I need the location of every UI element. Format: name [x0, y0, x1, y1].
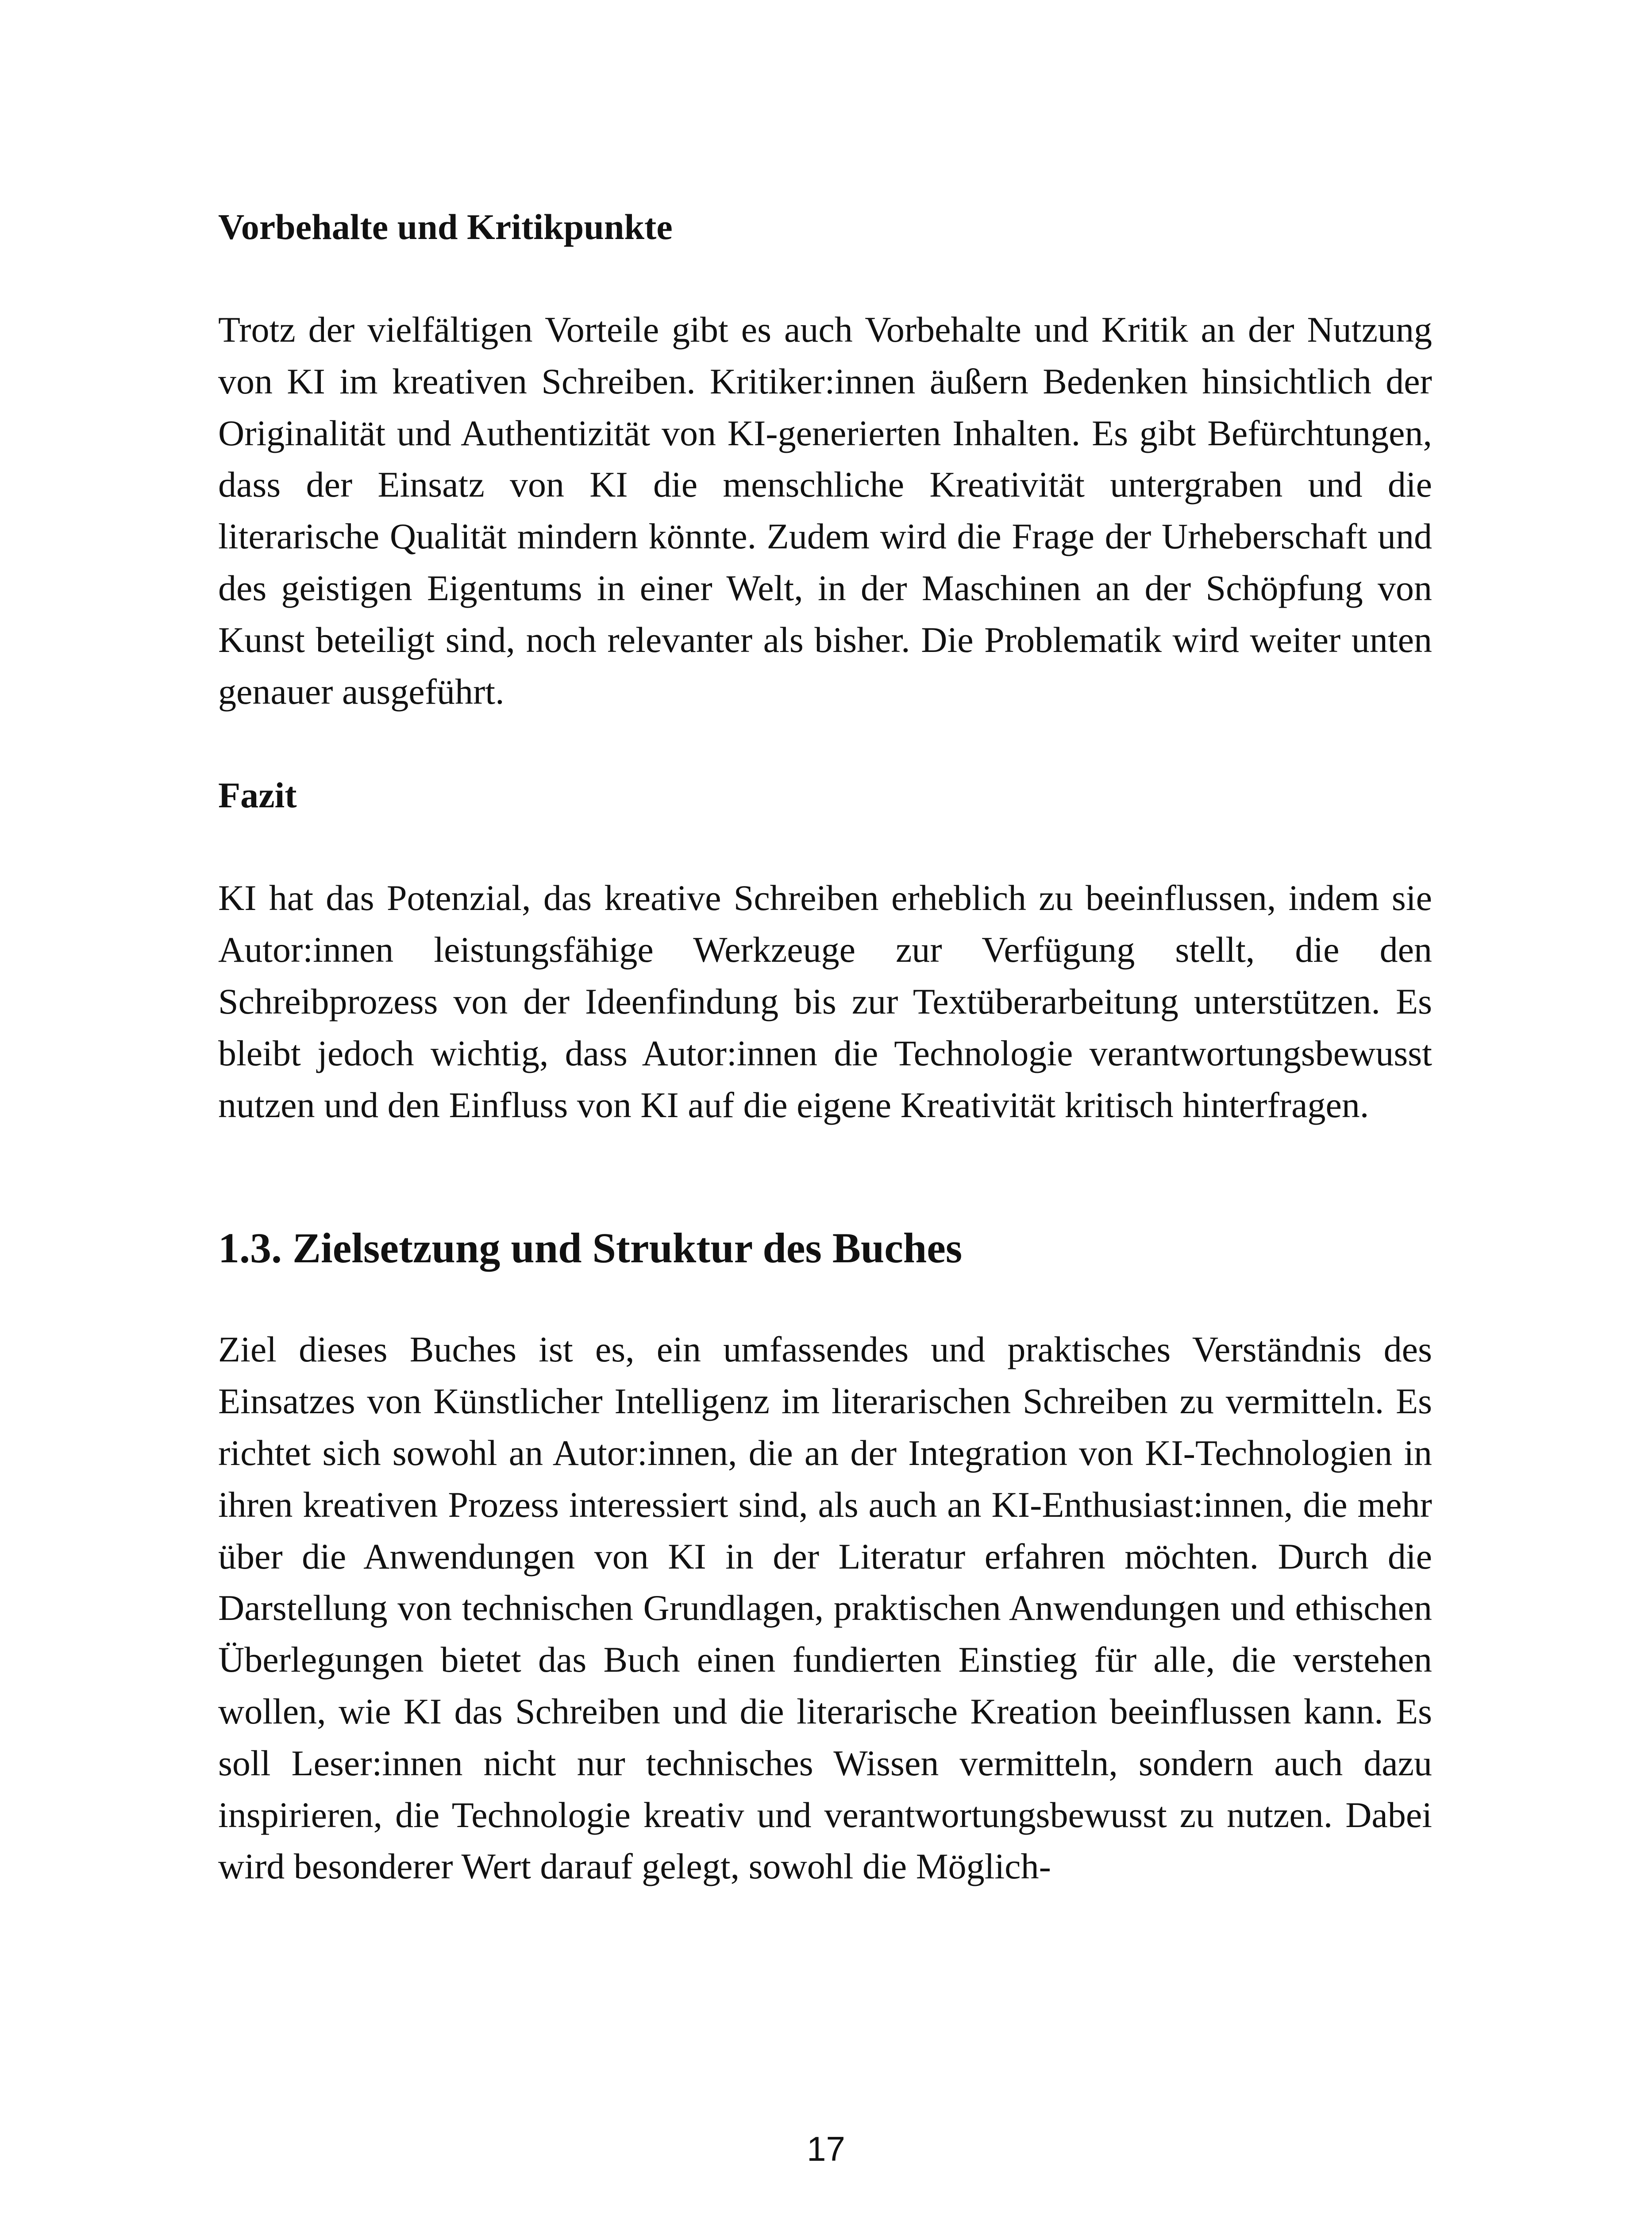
text-column: [218, 201, 1432, 1893]
paragraph-conclusion: KI hat das Potenzial, das kreative Schreiben erheblich zu beeinflussen, indem sie Autor:innen leistungsfähige Werkzeuge zur Verfügung stellt, die den Schreibprozess von der Ideenfindung bis zur Textüberarbeitung unterstützen. Es bleibt jedoch wichtig, dass Autor:innen die Technologie verantwortungsbewusst nutzen und den Einfluss von KI auf die eigene Kreativität kritisch hinterfragen.: [218, 878, 1432, 1125]
chapter-title: 1.3. Zielsetzung und Struktur des Buches: [218, 1224, 963, 1272]
section-heading-reservations: Vorbehalte und Kritikpunkte: [218, 207, 673, 247]
section-heading-conclusion: Fazit: [218, 775, 297, 816]
paragraph-reservations: Trotz der vielfältigen Vorteile gibt es auch Vorbehalte und Kritik an der Nutzung von KI im kreativen Schreiben. Kritiker:innen äußern Bedenken hinsichtlich der Originalität und Authentizität von KI-generierten Inhalten. Es gibt Befürchtungen, dass der Einsatz von KI die menschliche Kreativität untergraben und die literarische Qualität mindern könnte. Zudem wird die Frage der Urheberschaft und des geistigen Eigentums in einer Welt, in der Maschinen an der Schöpfung von Kunst beteiligt sind, noch relevanter als bisher. Die Problematik wird weiter unten genauer ausgeführt.: [218, 309, 1432, 712]
paragraph-chapter-intro: Ziel dieses Buches ist es, ein umfassendes und praktisches Verständnis des Einsatzes von Künstlicher Intelligenz im literarischen Schreiben zu vermitteln. Es richtet sich sowohl an Autor:innen, die an der Integration von KI-Technologien in ihren kreativen Prozess interessiert sind, als auch an KI-Enthusiast:innen, die mehr über die Anwendungen von KI in der Literatur erfahren möchten. Durch die Darstellung von technischen Grundlagen, praktischen Anwendungen und ethischen Überlegungen bietet das Buch einen fundierten Einstieg für alle, die verstehen wollen, wie KI das Schreiben und die literarische Kreation beeinflussen kann. Es soll Leser:innen nicht nur technisches Wissen vermitteln, sondern auch dazu inspirieren, die Technologie kreativ und verantwortungsbewusst zu nutzen. Dabei wird besonderer Wert darauf gelegt, sowohl die Möglich-: [218, 1329, 1432, 1887]
page-number: 17: [807, 2129, 845, 2168]
